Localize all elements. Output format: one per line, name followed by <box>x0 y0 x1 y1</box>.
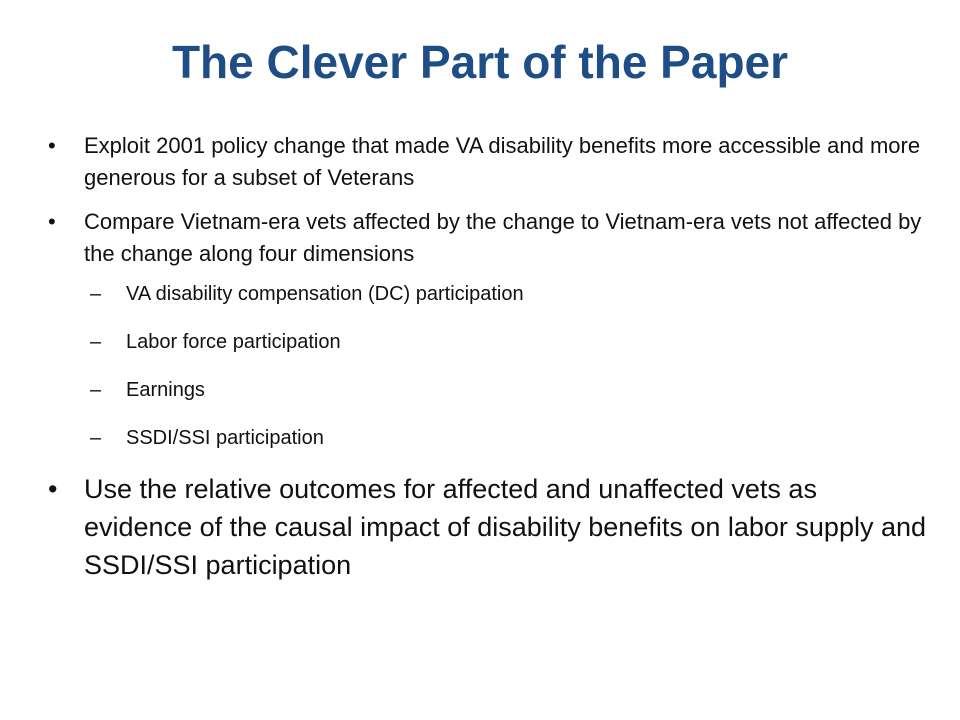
bullet-text: Exploit 2001 policy change that made VA disability benefits more accessible and more generous for a subset of Veterans <box>84 133 921 190</box>
bullet-item-relative-outcomes <box>48 470 928 584</box>
bullet-marker: • <box>48 474 58 504</box>
sub-bullet-labor-force <box>90 328 928 356</box>
bullet-marker: • <box>48 209 56 234</box>
dash-marker: – <box>90 427 102 449</box>
bullet-text: Use the relative outcomes for affected and unaffected vets as evidence of the causal impact of disability benefits on labor supply and SSDI/SSI participation <box>84 474 927 580</box>
sub-bullet-ssdi-ssi <box>90 424 928 452</box>
bullet-text: Compare Vietnam-era vets affected by the change to Vietnam-era vets not affected by the change along four dimensions <box>84 209 922 266</box>
bullet-list <box>48 130 928 584</box>
sub-bullet-text: Labor force participation <box>126 331 341 353</box>
bullet-marker: • <box>48 133 56 158</box>
dash-marker: – <box>90 379 102 401</box>
sub-bullet-text: VA disability compensation (DC) participation <box>126 283 524 305</box>
sub-bullet-text: SSDI/SSI participation <box>126 427 324 449</box>
sub-bullet-earnings <box>90 376 928 404</box>
bullet-item-compare-vets <box>48 206 928 270</box>
sub-bullet-dc-participation <box>90 280 928 308</box>
slide-title: The Clever Part of the Paper <box>171 36 789 88</box>
dash-marker: – <box>90 283 102 305</box>
dimension-list <box>48 280 928 452</box>
sub-bullet-text: Earnings <box>126 379 205 401</box>
dash-marker: – <box>90 331 102 353</box>
bullet-item-policy-change <box>48 130 928 194</box>
